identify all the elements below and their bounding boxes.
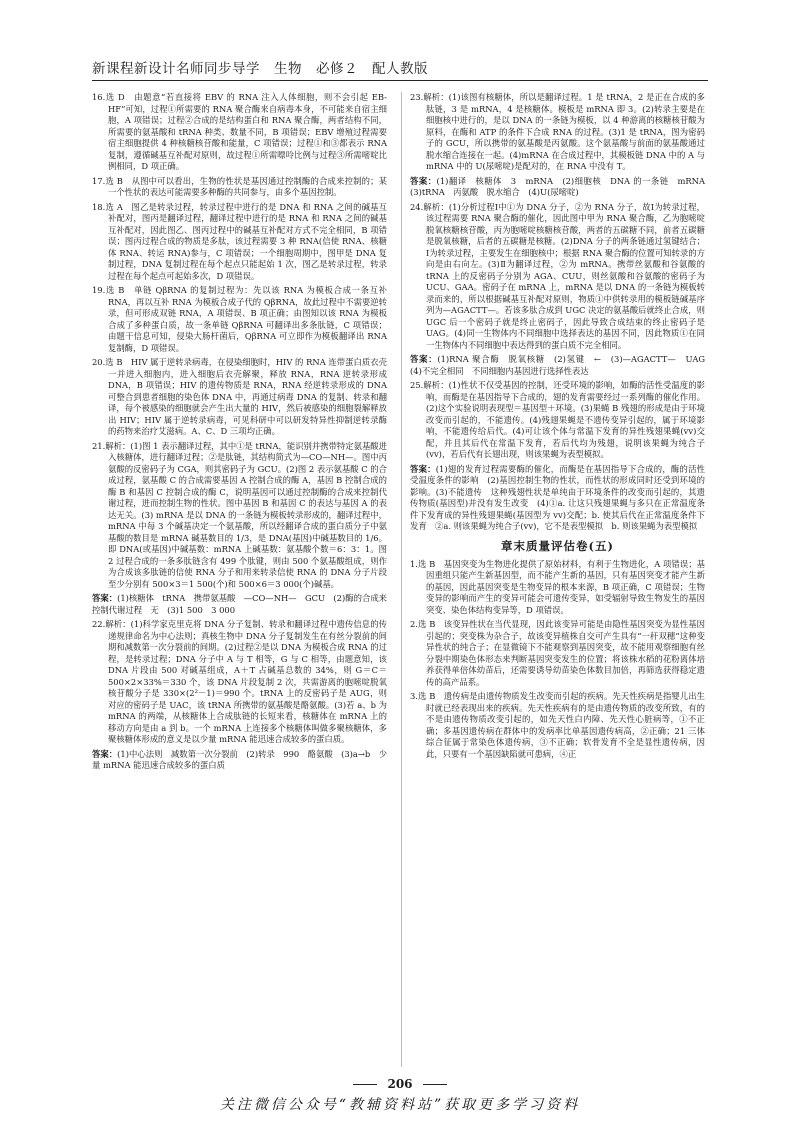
column-divider xyxy=(401,92,402,1067)
answer-block xyxy=(92,749,387,772)
solution-item: 22.解析：(1)科学家克里克将 DNA 分子复制、转录和翻译过程中遗传信息的传递规律命名为中心法则；真核生物中 DNA 分子复制发生在有丝分裂前的间期和减数第一次分裂前的间期。(2)过程②是以 DNA 为模板合成 RNA 的过程，是转录过程；DNA 分子中 A 与 T 相等，G 与 C 相等，由题意知，该 DNA 片段由 500 对碱基组成，A＋T 占碱基总数的 34%，则 G＝C＝500×2×33%＝330 个，该 DNA 片段复制 2 次，共需游离的胞嘧啶脱氧核苷酸分子是 330×(2²－1)＝990 个。tRNA 上的反密码子是 AUG，则对应的密码子是 UAC，该 tRNA 所携带的氨基酸是酪氨酸。(3)若 a、b 为 mRNA 的两端，从核糖体上合成肽链的长短来看，核糖体在 mRNA 上的移动方向是由 a 到 b。一个 mRNA 上连接多个核糖体叫做多聚核糖体，多聚核糖体形成的意义是以少量 mRNA 能迅速合成较多的蛋白质。 xyxy=(92,619,387,744)
answer-block xyxy=(92,593,387,616)
header-title: 新课程新设计名师同步导学 生物 必修２ 配人教版 xyxy=(92,61,428,77)
solution-item: 21.解析：(1)图 1 表示翻译过程，其中①是 tRNA，能识别并携带特定氨基酸进入核糖体，进行翻译过程；②是肽链，其结构简式为—CO—NH—。图中丙氨酸的反密码子为 CGA，则其密码子为 GCU。(2)图 2 表示氨基酸 C 的合成过程，氨基酸 C 的合成需要基因 A 控制合成的酶 A，基因 B 控制合成的酶 B 和基因 C 控制合成的酶 C，说明基因可以通过控制酶的合成来控制代谢过程，进而控制生物的性状。图中基因 B 和基因 C 的表达与基因 A 的表达无关。(3) mRNA 是以 DNA 的一条链为模板转录形成的，翻译过程中，mRNA 中每 3 个碱基决定一个氨基酸，所以经翻译合成的蛋白质分子中氨基酸的数目是 mRNA 碱基数目的 1/3，是 DNA(基因)中碱基数目的 1/6。即 DNA(或基因)中碱基数：mRNA 上碱基数：氨基酸个数＝6：3：1。图 2 过程合成的一条多肽链含有 499 个肽键，则由 500 个氨基酸组成，则作为合成该多肽链的信使 RNA 分子和用来转录信使 RNA 的 DNA 分子片段至少分别有 500×3＝1 500(个)和 500×6＝3 000(个)碱基。 xyxy=(92,440,387,589)
section-title: 章末质量评估卷(五) xyxy=(501,538,614,553)
solution-item: 20.选 B HIV 属于逆转录病毒，在侵染细胞时，HIV 的 RNA 连带蛋白质衣壳一并进入细胞内，进入细胞后衣壳解聚，释放 RNA，RNA 逆转录形成 DNA，B 项错误；HIV 的遗传物质是 RNA，RNA 经逆转录形成的 DNA 可整合到患者细胞的染色体 DNA 中，再通过病毒 DNA 的复制、转录和翻译，每个被感染的细胞就会产生出大量的 HIV，然后被感染的细胞裂解释放出 HIV；HIV 属于逆转录病毒，可见科研中可以研发特异性抑制逆转录酶的药物来治疗艾滋病。A、C、D 三项均正确。 xyxy=(92,357,387,436)
answer-text: (1)翅的发育过程需要酶的催化，而酶是在基因指导下合成的，酶的活性受温度条件的影响 (2)基因控制生物的性状，而性状的形成同时还受到环境的影响。(3)不能遗传 这种残翅性状是单纯由于环境条件的改变而引起的，其遗传物质(基因型)并没有发生改变 (4)①a. 让这只残翅果蝇与多只在正常温度条件下发育成的异性残翅果蝇(基因型为 vv)交配；b. 使其后代在正常温度条件下发育 ②a. 则该果蝇为纯合子(vv)，它不是表型模拟 b. 则该果蝇为表型模拟 xyxy=(410,463,705,531)
page-number: 206 xyxy=(0,1077,800,1091)
solution-item: 19.选 B 单链 QβRNA 的复制过程为：先以该 RNA 为模板合成一条互补 RNA，再以互补 RNA 为模板合成子代的 QβRNA，故此过程中不需要逆转录，但可形成双链 RNA，A 项错误、B 项正确；由图知以该 RNA 为模板合成了多种蛋白质，故一条单链 QβRNA 可翻译出多条肽链，C 项错误；由题干信息可知，侵染大肠杆菌后，QβRNA 可立即作为模板翻译出 RNA 复制酶，D 项错误。 xyxy=(92,285,387,353)
answer-text: (1)核糖体 tRNA 携带氨基酸 —CO—NH— GCU (2)酶的合成来控制代谢过程 无 (3)1 500 3 000 xyxy=(92,593,388,615)
answer-label: 答案： xyxy=(410,463,436,474)
page-header xyxy=(92,58,708,81)
footer-watermark: 关注微信公众号“教辅资料站”获取更多学习资料 xyxy=(219,1097,581,1113)
solution-item: 2.选 B 该变异性状在当代显现，因此该变异可能是由隐性基因突变为显性基因引起的；突变株为杂合子，故该变异植株自交可产生具有“一秆双穗”这种变异性状的纯合子；在显微镜下不能观察到基因突变，故不能用观察细胞有丝分裂中期染色体形态来判断基因突变发生的位置；将该株水稻的花粉离体培养获得单倍体幼苗后，还需要诱导幼苗染色体数目加倍，再筛选获得稳定遗传的高产品系。 xyxy=(410,619,705,687)
answer-label: 答案： xyxy=(410,354,438,364)
solution-item: 18.选 A 图乙是转录过程，转录过程中进行的是 DNA 和 RNA 之间的碱基互补配对，图丙是翻译过程，翻译过程中进行的是 RNA 和 RNA 之间的碱基互补配对，因此图乙、图丙过程中的碱基互补配对方式不完全相同，B 项错误；图丙过程合成的物质是多肽，该过程需要 3 种 RNA(信使 RNA、核糖体 RNA、转运 RNA)参与，C 项错误；一个细胞周期中，图甲是 DNA 复制过程，DNA 复制过程在每个起点只能起始 1 次，图乙是转录过程，转录过程在每个起点可起始多次，D 项错误。 xyxy=(92,201,387,281)
solution-item: 25.解析：(1)性状不仅受基因的控制，还受环境的影响，如酶的活性受温度的影响，而酶是在基因指导下合成的，翅的发育需要经过一系列酶的催化作用。(2)这个实验说明表现型＝基因型＋环境。(3)果蝇 B 残翅的形成是由于环境改变而引起的，不能遗传。(4)残翅果蝇是不遗传变异引起的，属于环境影响，不能遗传给后代。(4)可让该个体与常温下发育的异性残翅果蝇(vv)交配，并且其后代在常温下发育，若后代均为残翅，说明该果蝇为纯合子(vv)，若后代有长翅出现，则该果蝇为表型模拟。 xyxy=(410,380,705,459)
solution-item: 17.选 B 从图中可以看出，生物的性状是基因通过控制酶的合成来控制的；某一个性状的表达可能需要多种酶的共同参与，由多个基因控制。 xyxy=(92,175,387,197)
answer-text: (1)翻译 核糖体 3 mRNA (2)细胞核 DNA 的一条链 mRNA (3)tRNA 丙氨酸 脱水缩合 (4)U(尿嘧啶) xyxy=(410,175,714,197)
answer-block xyxy=(410,175,714,199)
solution-item: 3.选 B 遗传病是由遗传物质发生改变而引起的疾病。先天性疾病是指婴儿出生时就已经表现出来的疾病。先天性疾病有的是由遗传物质的改变所致，有的不是由遗传物质改变引起的，如先天性白内障、先天性心脏病等，①不正确；多基因遗传病在群体中的发病率比单基因遗传病高，②正确；21 三体综合征属于常染色体遗传病，③不正确；软骨发育不全是显性遗传病，因此，只要有一个基因缺陷就可患病，④正 xyxy=(410,691,705,759)
answer-block xyxy=(410,464,705,533)
solution-item: 23.解析：(1)该图有核糖体，所以是翻译过程。1 是 tRNA，2 是正在合成的多肽链，3 是 mRNA，4 是核糖体。模板是 mRNA 即 3。(2)转录主要是在细胞核中进行的，是以 DNA 的一条链为模板，以 4 种游离的核糖核苷酸为原料，在酶和 ATP 的条件下合成 RNA 的过程。(3)1 是 tRNA，图为密码子的 GCU，所以携带的氨基酸是丙氨酸。这个氨基酸与前面的氨基酸通过脱水缩合连接在一起。(4)mRNA 在合成过程中，其模板链 DNA 中的 A 与 mRNA 中的 U(尿嘧啶)是配对的，在 RNA 中没有 T。 xyxy=(410,92,705,171)
answer-block xyxy=(410,354,714,377)
solution-item: 16.选 D 由题意“若直接将 EBV 的 RNA 注入人体细胞，则不会引起 EB-HF”可知，过程①所需要的 RNA 聚合酶来自病毒本身，不可能来自宿主细胞，A 项错误；过程②合成的是结构蛋白和 RNA 聚合酶，两者结构不同，所需要的氨基酸和 tRNA 种类、数量不同，B 项错误；EBV 增殖过程需要宿主细胞提供 4 种核糖核苷酸和能量，C 项错误；过程①和③都表示 RNA 复制，遵循碱基互补配对原则，故过程①所需嘌呤比例与过程③所需嘧啶比例相同，D 项正确。 xyxy=(92,92,387,171)
answer-label: 答案： xyxy=(92,593,118,603)
answer-label: 答案： xyxy=(410,175,437,186)
left-column xyxy=(92,92,387,775)
solution-item: 24.解析：(1)分析过程Ⅰ中①为 DNA 分子，②为 RNA 分子，故Ⅰ为转录过程，该过程需要 RNA 聚合酶的催化，因此图中甲为 RNA 聚合酶，乙为胞嘧啶脱氧核糖核苷酸，丙为胞嘧啶核糖核苷酸，两者的五碳糖不同，前者五碳糖是脱氧核糖，后者的五碳糖是核糖。(2)DNA 分子的两条链通过氢键结合；Ⅰ为转录过程，主要发生在细胞核中；根据 RNA 聚合酶的位置可知转录的方向是由右向左。(3)Ⅱ为翻译过程，②为 mRNA。携带丝氨酸和谷氨酸的 tRNA 上的反密码子分别为 AGA、CUU，则丝氨酸和谷氨酸的密码子为 UCU、GAA。密码子在 mRNA 上，mRNA 是以 DNA 的一条链为模板转录而来的，所以根据碱基互补配对原则，物质①中供转录用的模板链碱基序列为—AGACTT—。若该多肽合成到 UGC 决定的氨基酸后就终止合成，则 UGC 后一个密码子就是终止密码子，因此导致合成结束的终止密码子是 UAG。(4)同一生物体内不同细胞中选择表达的基因不同，因此物质①在同一生物体内不同细胞中表达得到的蛋白质不完全相同。 xyxy=(410,201,705,350)
answer-text: (1)RNA 聚合酶 脱氧核糖 (2)氢键 ← (3)—AGACTT— UAG (4)不完全相同 不同细胞内基因进行选择性表达 xyxy=(410,354,714,376)
answer-text: (1)中心法则 减数第一次分裂前 (2)转录 990 酪氨酸 (3)a→b 少量 mRNA 能迅速合成较多的蛋白质 xyxy=(92,748,387,770)
solution-item: 1.选 B 基因突变为生物进化提供了原始材料，有利于生物进化，A 项错误；基因重组只能产生新基因型，而不能产生新的基因，只有基因突变才能产生新的基因，因此基因突变是生物变异的根本来源，B 项正确，C 项错误；生物变异的影响而产生的变异可能会可遗传变异，如受辐射导致生物发生的基因突变、染色体结构变异等，D 项错误。 xyxy=(410,558,705,615)
answer-label: 答案： xyxy=(92,748,118,759)
right-column xyxy=(410,92,714,763)
